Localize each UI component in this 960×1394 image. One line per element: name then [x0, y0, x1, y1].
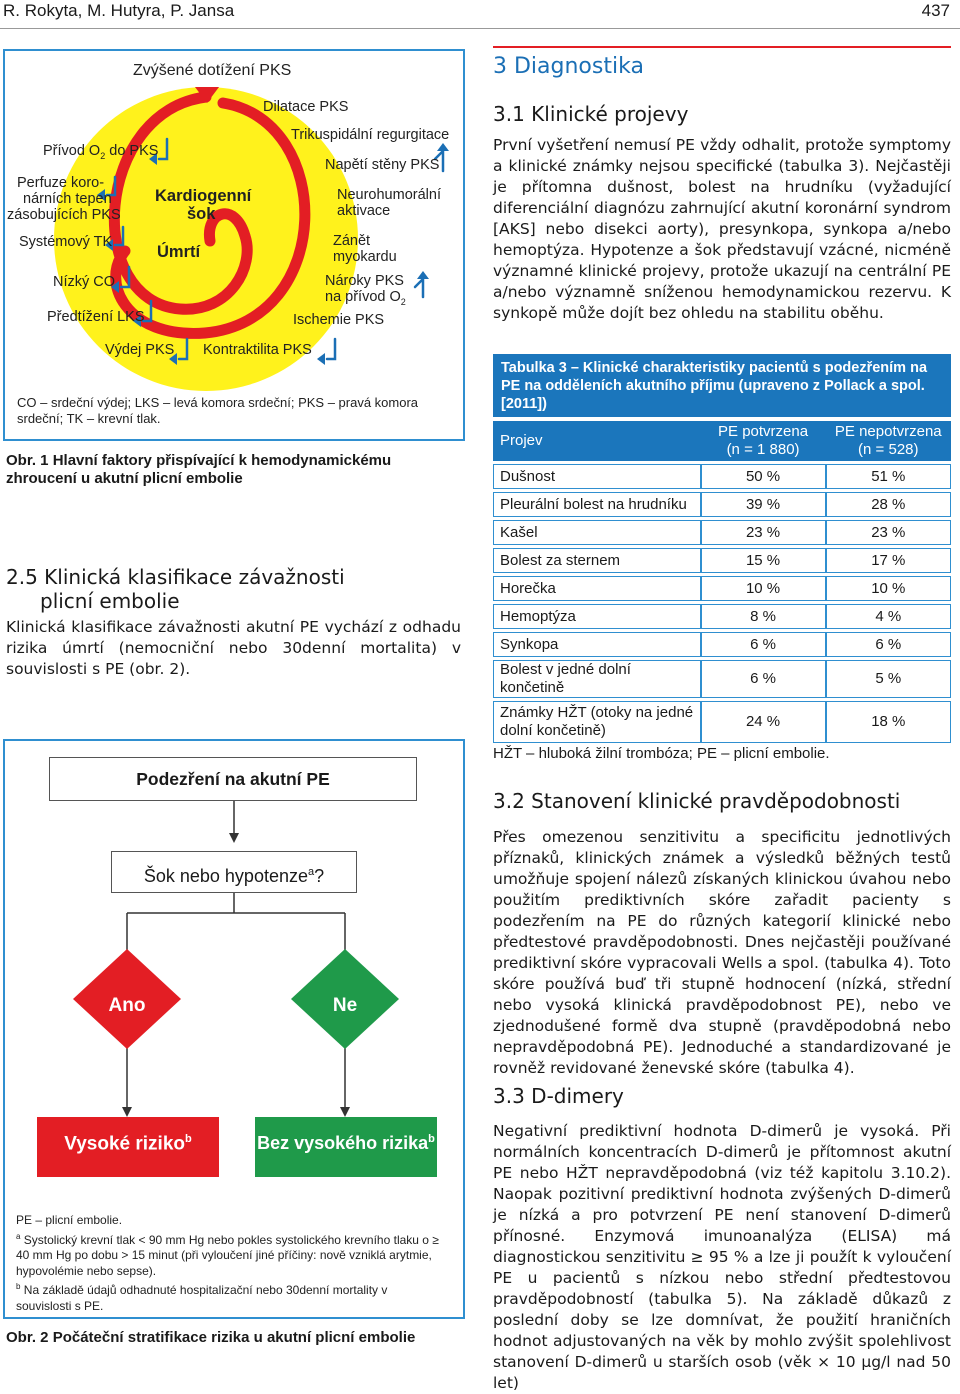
cell-label: Hemoptýza — [493, 604, 701, 629]
table-row — [493, 464, 951, 489]
table-row — [493, 520, 951, 545]
page-number: 437 — [921, 1, 950, 20]
running-header-authors: R. Rokyta, M. Hutyra, P. Jansa — [3, 1, 235, 20]
figure-1 — [3, 49, 465, 441]
note-pe: PE – plicní embolie. — [16, 1213, 123, 1227]
label-death: Úmrtí — [157, 243, 201, 261]
cell-confirmed: 8 % — [701, 604, 826, 629]
cell-notconfirmed: 6 % — [826, 632, 951, 657]
section-2-5-text: Klinická klasifikace závažnosti akutní PE vychází z odhadu rizika úmrtí (nemocniční nebo 30denní mortalita) v souvislosti s PE (obr. 2). — [6, 618, 461, 678]
label-dilatation: Dilatace PKS — [263, 99, 349, 115]
cell-notconfirmed: 28 % — [826, 492, 951, 517]
no-label: Ne — [332, 995, 358, 1016]
suspicion-box: Podezření na akutní PE — [49, 757, 417, 801]
section-3-1-text: První vyšetření nemusí PE vždy odhalit, protože symptomy a klinické známky nejsou specifické (tabulka 3). Nejčastěji je přítomna dušnost, bolest na hrudníku (vyžadující diferenciální diagnózu zahrnující akutní koronární syndrom [AKS] nebo disekci aorty), presynkopa, synkopa a/nebo hemoptýza. Hypotenze a šok představují vzácné, nicméně významné klinické projevy, protože ukazují na centrální PE a/nebo významně sníženou hemodynamickou rezervu. K synkopě může dojít bez ohledu na stabilitu oběhu. — [493, 136, 951, 322]
label-output: Výdej PKS — [105, 342, 175, 358]
cell-label: Horečka — [493, 576, 701, 601]
label-inflam-2: myokardu — [333, 249, 397, 265]
cell-confirmed: 6 % — [701, 632, 826, 657]
cell-confirmed: 10 % — [701, 576, 826, 601]
table-3-body — [493, 464, 951, 743]
section-3-2-text: Přes omezenou senzitivitu a specificitu jednotlivých příznaků, klinických známek a výsledků běžných testů umožňuje spojení nálezů získaných klinickou úvahou nebo použitím prediktivních skóre zařadit pacienty s podezřením na PE do různých kategorií klinické nebo předtestové pravděpodobnosti. Dnes nejčastěji používané prediktivní skóre vypracovali Wells a spol. (tabulka 4). Toto skóre používá buď tři stupně hodnocení (nízká, střední nebo vysoká klinická pravděpodobnost PE), nebo ve zjednodušené formě dva stupně (pravděpodobná nebo nepravděpodobná PE). Jednoduché a standardizované je rovněž revidované ženevské skóre (tabulka 4). — [493, 828, 951, 1077]
figure-1-caption: Obr. 1 Hlavní faktory přispívající k hemodynamickému zhroucení u akutní plicní embolie — [6, 452, 392, 487]
label-lks-preload: Předtížení LKS — [47, 309, 145, 325]
cell-notconfirmed: 17 % — [826, 548, 951, 573]
cell-notconfirmed: 5 % — [826, 660, 951, 698]
cell-notconfirmed: 51 % — [826, 464, 951, 489]
arrow-contractility — [327, 339, 335, 359]
header-rule — [0, 28, 960, 29]
table-3-grid — [493, 418, 951, 746]
cell-label: Pleurální bolest na hrudníku — [493, 492, 701, 517]
cell-confirmed: 24 % — [701, 701, 826, 743]
figure-2 — [3, 739, 465, 1319]
table-3-note: HŽT – hluboká žilní trombóza; PE – plicní embolie. — [493, 745, 830, 762]
label-tricuspid: Trikuspidální regurgitace — [291, 127, 450, 143]
shock-box: Šok nebo hypotenze$^a$? — [111, 851, 357, 893]
table-row — [493, 701, 951, 743]
label-ischemia: Ischemie PKS — [293, 312, 385, 328]
header-projev: Projev — [493, 421, 701, 461]
cell-label: Bolest v jedné dolní končetině — [493, 660, 701, 698]
cell-label: Synkopa — [493, 632, 701, 657]
section-3-1-heading: 3.1 Klinické projevy — [493, 102, 689, 126]
section-3-3-heading: 3.3 D-dimery — [493, 1084, 624, 1108]
figure-2-caption: Obr. 2 Počáteční stratifikace rizika u akutní plicní embolie — [6, 1329, 416, 1346]
table-3 — [493, 354, 951, 746]
cell-notconfirmed: 23 % — [826, 520, 951, 545]
cell-label: Bolest za sternem — [493, 548, 701, 573]
cell-confirmed: 50 % — [701, 464, 826, 489]
label-perfusion-1: Perfuze koro- — [17, 175, 105, 191]
header-notconfirmed: PE nepotvrzena (n = 528) — [826, 421, 951, 461]
cell-label: Známky HŽT (otoky na jedné dolní končetině) — [493, 701, 701, 743]
high-risk-label: Vysoké riziko$^b$ — [64, 1133, 192, 1155]
label-neuro-2: aktivace — [337, 203, 391, 219]
not-high-risk-label: Bez vysokého rizika$^b$ — [257, 1133, 435, 1153]
cell-confirmed: 39 % — [701, 492, 826, 517]
note-b: $^b$ Na základě údajů odhadnuté hospitalizační nebo 30denní mortality v souvislosti s PE. — [16, 1282, 388, 1313]
label-wall-tension: Napětí stěny PKS — [325, 157, 440, 173]
cell-confirmed: 6 % — [701, 660, 826, 698]
figure-1-legend: CO – srdeční výdej; LKS – levá komora srdeční; PKS – pravá komora srdeční; TK – krevní tlak. — [17, 395, 419, 426]
section-3-rule — [493, 46, 951, 48]
section-3-3-text: Negativní prediktivní hodnota D-dimerů je vysoká. Při normálních koncentracích D-dimerů je přítomnost akutní PE nebo HŽT nepravděpodobná (viz též kapitolu 3.10.2). Naopak pozitivní prediktivní hodnota zvýšených D-dimerů je nízká a pro potvrzení PE není stanovení D-dimerů přínosné. Enzymová imunoanalýza (ELISA) má diagnostickou senzitivitu ≥ 95 % a lze ji použít k vyloučení PE u pacientů s nízkou nebo střední předtestovou pravděpodobností (tabulka 5). Na základě důkazů z poslední doby se lze domnívat, že použití hraničních hodnot adjustovaných na věk by mohlo zvýšit spolehlivost stanovení D-dimerů u starších osob (věk × 10 μg/l nad 50 let) — [493, 1122, 951, 1392]
cell-confirmed: 23 % — [701, 520, 826, 545]
figure-2-notes — [16, 1213, 446, 1314]
cell-label: Dušnost — [493, 464, 701, 489]
label-inflam-1: Zánět — [333, 233, 371, 249]
section-3-2-heading: 3.2 Stanovení klinické pravděpodobnosti — [493, 789, 901, 813]
label-cardiogenic-1: Kardiogenní — [155, 187, 252, 205]
label-demand-2: na přívod $O_2$ — [325, 289, 406, 307]
table-row — [493, 576, 951, 601]
table-row — [493, 492, 951, 517]
label-cardiogenic-2: šok — [187, 205, 216, 223]
cell-notconfirmed: 10 % — [826, 576, 951, 601]
cell-confirmed: 15 % — [701, 548, 826, 573]
cell-label: Kašel — [493, 520, 701, 545]
label-oxygen: Přívod $O_2$ do PKS — [43, 143, 159, 161]
table-header-row — [493, 421, 951, 461]
note-a: $^a$ Systolický krevní tlak < 90 mm Hg nebo pokles systolického krevního tlaku o ≥ 40 mm Hg po dobu > 15 minut (při vyloučení jiné příčiny: nově vzniklá arytmie, hypovolémie nebo sepse). — [16, 1231, 439, 1278]
table-row — [493, 548, 951, 573]
arrow-demand-up — [415, 279, 423, 297]
label-perfusion-2: nárních tepen — [23, 191, 112, 207]
label-demand-1: Nároky PKS — [325, 273, 404, 289]
section-2-5-heading: 2.5 Klinická klasifikace závažnosti plicní embolie — [6, 565, 345, 613]
table-row — [493, 660, 951, 698]
yes-label: Ano — [108, 995, 146, 1016]
section-3-heading: 3 Diagnostika — [493, 54, 644, 79]
label-increased-load: Zvýšené dotížení PKS — [133, 62, 292, 79]
table-row — [493, 632, 951, 657]
table-3-caption: Tabulka 3 – Klinické charakteristiky pacientů s podezřením na PE na odděleních akutního příjmu (upraveno z Pollack a spol. [2011]) — [493, 354, 951, 417]
label-contractility: Kontraktilita PKS — [203, 342, 312, 358]
label-neuro-1: Neurohumorální — [337, 187, 441, 203]
label-perfusion-3: zásobujících PKS — [7, 207, 121, 223]
table-row — [493, 604, 951, 629]
label-low-co: Nízký CO — [53, 274, 116, 290]
label-systemic-tk: Systémový TK — [19, 234, 113, 250]
header-confirmed: PE potvrzena (n = 1 880) — [701, 421, 826, 461]
cell-notconfirmed: 4 % — [826, 604, 951, 629]
cell-notconfirmed: 18 % — [826, 701, 951, 743]
